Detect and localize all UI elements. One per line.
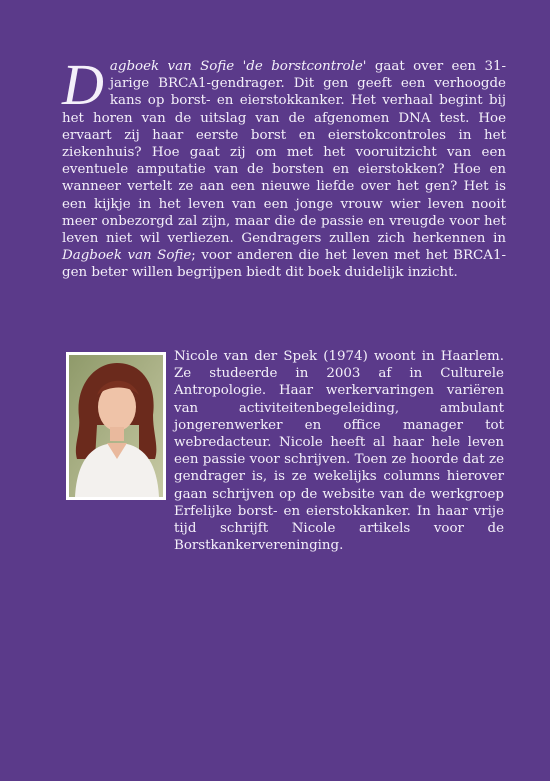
- author-bio: Nicole van der Spek (1974) woont in Haarlem. Ze studeerde in 2003 af in Culturele Antropologie. Haar werkervaringen variëren van activiteitenbegeleiding, ambulant jongerenwerker en office manager tot webredacteur. Nicole heeft al haar hele leven een passie voor schrijven. Toen ze hoorde dat ze gendrager is, is ze wekelijks columns hierover gaan schrijven op de website van de werkgroep Erfelijke borst- en eierstokkanker. In haar vrije tijd schrijft Nicole artikels voor de Borstkankervereninging.: [174, 349, 504, 554]
- book-title-italic: agboek van Sofie 'de borstcontrole': [109, 59, 367, 74]
- drop-cap: D: [62, 52, 104, 117]
- book-blurb: [62, 52, 507, 282]
- blurb-text: [62, 52, 507, 282]
- book-title-italic-2: Dagboek van Sofie: [62, 248, 192, 264]
- blurb-body-2: ; voor anderen die het leven met het BRCA1-gen beter willen begrijpen biedt dit boek duidelijk inzicht.: [62, 248, 506, 281]
- author-photo: [66, 352, 166, 500]
- blurb-body-1: gaat over een 31-jarige BRCA1-gendrager. Dit gen geeft een verhoogde kans op borst- en eierstokkanker. Het verhaal begint bij het horen van de uitslag van de afgenomen DNA test. Hoe ervaart zij haar eerste borst en eierstokcontroles in het ziekenhuis? Hoe gaat zij om met het vooruitzicht van een eventuele amputatie van de borsten en eierstokken? Hoe en wanneer vertelt ze aan een nieuwe liefde over het gen? Het is een kijkje in het leven van een jonge vrouw wier leven nooit meer onbezorgd zal zijn, maar die de passie en vreugde voor het leven niet wil verliezen. Gendragers zullen zich herkennen in: [62, 59, 507, 247]
- author-portrait-image: [69, 355, 163, 497]
